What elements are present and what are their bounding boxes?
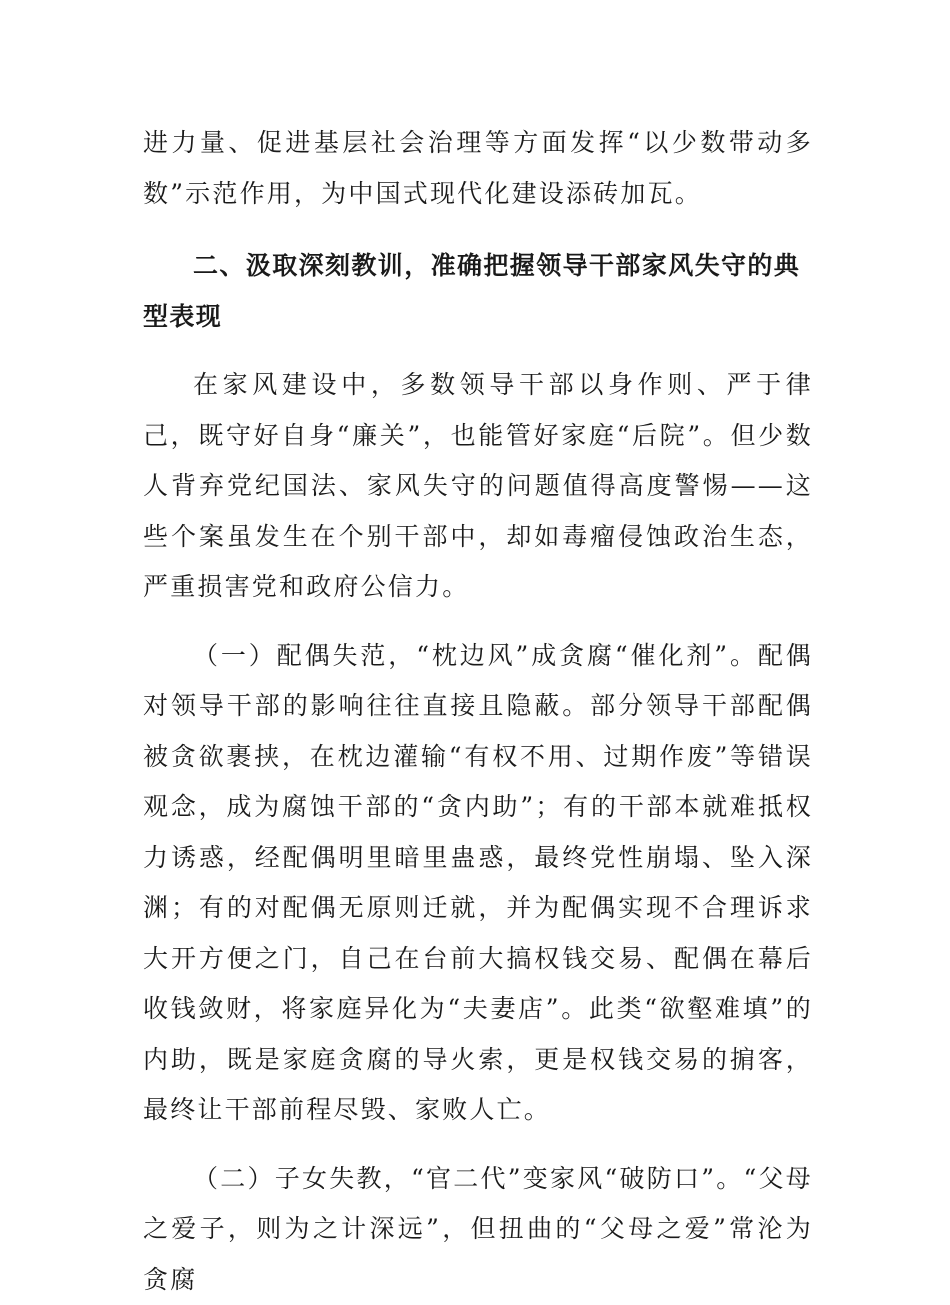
paragraph-gap <box>143 613 813 631</box>
paragraph-gap <box>143 342 813 360</box>
paragraph-gap <box>143 219 813 241</box>
body-paragraph: 在家风建设中，多数领导干部以身作则、严于律己，既守好自身“廉关”，也能管好家庭“后院”。但少数人背弃党纪国法、家风失守的问题值得高度警惕——这些个案虽发生在个别干部中，却如毒瘤侵蚀政治生态，严重损害党和政府公信力。 <box>143 360 813 613</box>
document-page <box>143 118 813 1305</box>
section-heading: 二、汲取深刻教训，准确把握领导干部家风失守的典型表现 <box>143 241 813 342</box>
paragraph-gap <box>143 1136 813 1154</box>
paragraph-continuation: 进力量、促进基层社会治理等方面发挥“以少数带动多数”示范作用，为中国式现代化建设添砖加瓦。 <box>143 118 813 219</box>
body-paragraph: （二）子女失教，“官二代”变家风“破防口”。“父母之爱子，则为之计深远”，但扭曲的“父母之爱”常沦为贪腐 <box>143 1154 813 1305</box>
body-paragraph: （一）配偶失范，“枕边风”成贪腐“催化剂”。配偶对领导干部的影响往往直接且隐蔽。部分领导干部配偶被贪欲裹挟，在枕边灌输“有权不用、过期作废”等错误观念，成为腐蚀干部的“贪内助”；有的干部本就难抵权力诱惑，经配偶明里暗里蛊惑，最终党性崩塌、坠入深渊；有的对配偶无原则迁就，并为配偶实现不合理诉求大开方便之门，自己在台前大搞权钱交易、配偶在幕后收钱敛财，将家庭异化为“夫妻店”。此类“欲壑难填”的内助，既是家庭贪腐的导火索，更是权钱交易的掮客，最终让干部前程尽毁、家败人亡。 <box>143 631 813 1136</box>
